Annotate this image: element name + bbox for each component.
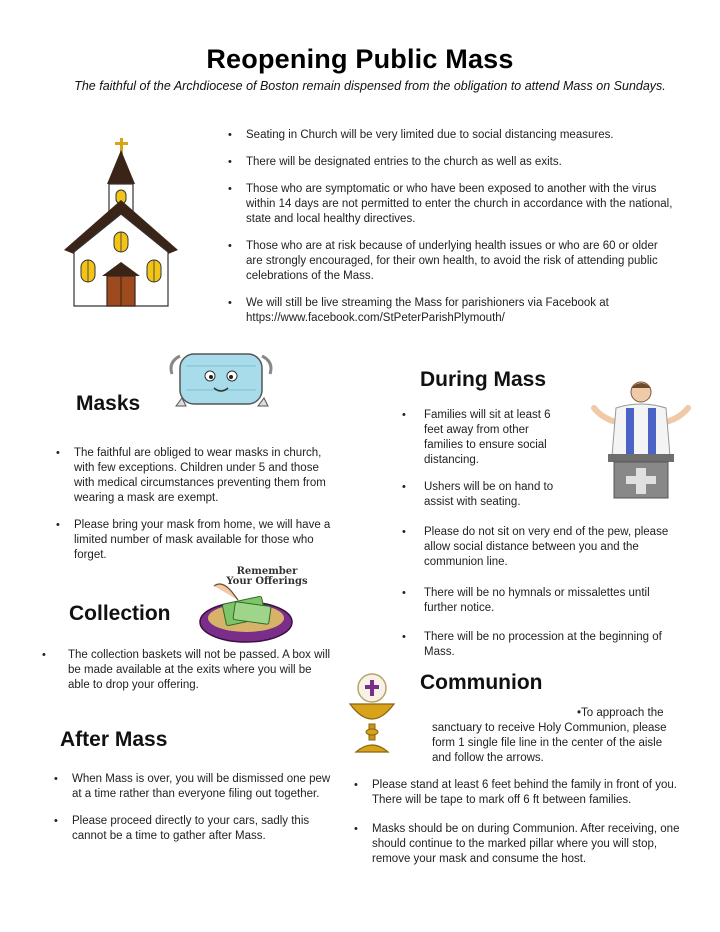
after-mass-heading: After Mass (60, 728, 168, 751)
list-item: • There will be designated entries to the church as well as exits. (228, 156, 562, 168)
list-item: • Seating in Church will be very limited due to social distancing measures. (228, 129, 614, 141)
list-item: • We will still be live streaming the Mass for parishioners via Facebook at https://www.facebook.com/StPeterParishPlymouth/ (228, 297, 609, 324)
collection-list (42, 648, 334, 705)
intro-list (228, 128, 676, 338)
after-mass-list (54, 772, 334, 856)
list-item: • Masks should be on during Communion. After receiving, one should continue to the marked pillar where you will stop, remove your mask and consume the host. (354, 823, 680, 865)
list-item: • Please proceed directly to your cars, sadly this cannot be a time to gather after Mass. (54, 815, 310, 842)
church-illustration (60, 136, 182, 308)
chalice-illustration (344, 672, 400, 756)
list-item: • Families will sit at least 6 feet away from other families to ensure social distancing. (402, 409, 551, 466)
list-item: • There will be no hymnals or missalettes until further notice. (402, 587, 650, 614)
page-subtitle: The faithful of the Archdiocese of Boston remain dispensed from the obligation to attend Mass on Sundays. (74, 79, 666, 93)
during-mass-heading: During Mass (420, 368, 547, 391)
list-item: • Please stand at least 6 feet behind the family in front of you. There will be tape to mark off 6 ft between families. (354, 779, 677, 806)
list-item: • Ushers will be on hand to assist with seating. (402, 481, 554, 508)
masks-heading: Masks (76, 392, 141, 415)
mask-illustration (166, 346, 276, 414)
page-title: Reopening Public Mass (206, 44, 514, 74)
list-item: • Those who are symptomatic or who have been exposed to another with the virus within 14 days are not permitted to enter the church in accordance with the national, state and local healthy directives. (228, 183, 673, 225)
collection-heading: Collection (69, 602, 171, 625)
communion-heading: Communion (420, 671, 543, 694)
offering-caption: Remember Your Offerings (226, 566, 308, 587)
communion-list (354, 778, 688, 879)
priest-illustration (586, 378, 696, 500)
list-item: • The collection baskets will not be passed. A box will be made available at the exits where you will be able to drop your offering. (42, 649, 331, 691)
during-mass-list-b (402, 525, 680, 672)
list-item: • Please do not sit on very end of the pew, please allow social distance between you and the communion line. (402, 526, 669, 568)
list-item: • There will be no procession at the beginning of Mass. (402, 631, 662, 658)
list-item: • Please bring your mask from home, we will have a limited number of mask available for those who forget. (56, 519, 331, 561)
list-item: • Those who are at risk because of underlying health issues or who are 60 or older are strongly encouraged, for their own health, to avoid the risk of attending public celebrations of the Mass. (228, 240, 658, 282)
communion-intro: •To approach the sanctuary to receive Holy Communion, please form 1 single file line in the center of the aisle and follow the arrows. (432, 707, 667, 764)
masks-list (56, 446, 336, 575)
list-item: • When Mass is over, you will be dismissed one pew at a time rather than everyone filing out together. (54, 773, 331, 800)
list-item: • The faithful are obliged to wear masks in church, with few exceptions. Children under 5 and those with medical circumstances preventing them from wearing a mask are exempt. (56, 447, 326, 504)
during-mass-list-a (402, 408, 568, 522)
